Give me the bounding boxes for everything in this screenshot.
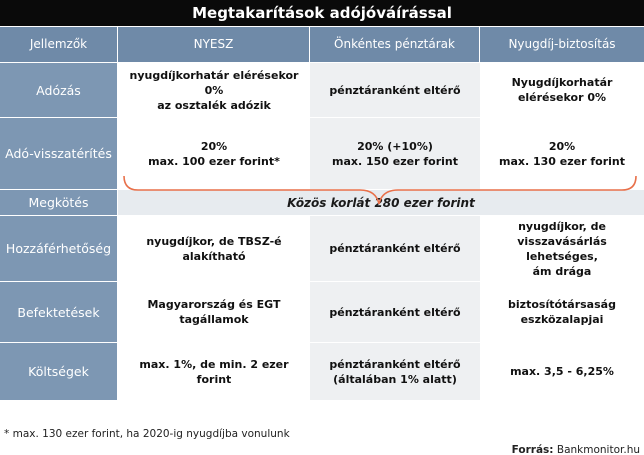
- cell-befektetesek-onkentes: pénztáranként eltérő: [310, 282, 480, 342]
- table-row-adozas: [0, 63, 644, 118]
- cell-befektetesek-biztositas: biztosítótársaság eszközalapjai: [480, 282, 644, 342]
- table-header-row: [0, 27, 644, 63]
- cell-visszaterites-nyesz: 20% max. 100 ezer forint*: [118, 118, 310, 189]
- header-biztositas: Nyugdíj-biztosítás: [480, 27, 644, 62]
- cell-adozas-onkentes: pénztáranként eltérő: [310, 63, 480, 117]
- row-label-megkotes: Megkötés: [0, 190, 118, 215]
- table-row-megkotes: [0, 190, 644, 216]
- header-onkentes: Önkéntes pénztárak: [310, 27, 480, 62]
- cell-koltsegek-nyesz: max. 1%, de min. 2 ezer forint: [118, 343, 310, 400]
- cell-visszaterites-biztositas: 20% max. 130 ezer forint: [480, 118, 644, 189]
- table-row-hozzaferhetoseg: [0, 216, 644, 282]
- cell-adozas-nyesz: nyugdíjkorhatár elérésekor 0% az osztalék adózik: [118, 63, 310, 117]
- row-label-koltsegek: Költségek: [0, 343, 118, 400]
- row-label-adozas: Adózás: [0, 63, 118, 117]
- table-row-befektetesek: [0, 282, 644, 343]
- source-value: Bankmonitor.hu: [556, 444, 640, 455]
- table-title: Megtakarítások adójóváírással: [0, 0, 644, 26]
- cell-befektetesek-nyesz: Magyarország és EGT tagállamok: [118, 282, 310, 342]
- cell-hozzaferhetoseg-nyesz: nyugdíjkor, de TBSZ-é alakítható: [118, 216, 310, 281]
- source-credit: [512, 444, 640, 455]
- cell-koltsegek-onkentes: pénztáranként eltérő (általában 1% alatt): [310, 343, 480, 400]
- header-jellemzok: Jellemzők: [0, 27, 118, 62]
- comparison-table: [0, 27, 644, 400]
- table-row-visszaterites: [0, 118, 644, 190]
- cell-adozas-biztositas: Nyugdíjkorhatár elérésekor 0%: [480, 63, 644, 117]
- cell-hozzaferhetoseg-onkentes: pénztáranként eltérő: [310, 216, 480, 281]
- source-label: Forrás:: [511, 444, 554, 455]
- table-row-koltsegek: [0, 343, 644, 400]
- cell-megkotes-merged: Közös korlát 280 ezer forint: [118, 190, 644, 215]
- row-label-befektetesek: Befektetések: [0, 282, 118, 342]
- row-label-hozzaferhetoseg: Hozzáférhetőség: [0, 216, 118, 281]
- footnote: * max. 130 ezer forint, ha 2020-ig nyugdíjba vonulunk: [4, 428, 290, 440]
- row-label-visszaterites: Adó-visszatérítés: [0, 118, 118, 189]
- cell-visszaterites-onkentes: 20% (+10%) max. 150 ezer forint: [310, 118, 480, 189]
- cell-hozzaferhetoseg-biztositas: nyugdíjkor, de visszavásárlás lehetséges, ám drága: [480, 216, 644, 281]
- cell-koltsegek-biztositas: max. 3,5 - 6,25%: [480, 343, 644, 400]
- header-nyesz: NYESZ: [118, 27, 310, 62]
